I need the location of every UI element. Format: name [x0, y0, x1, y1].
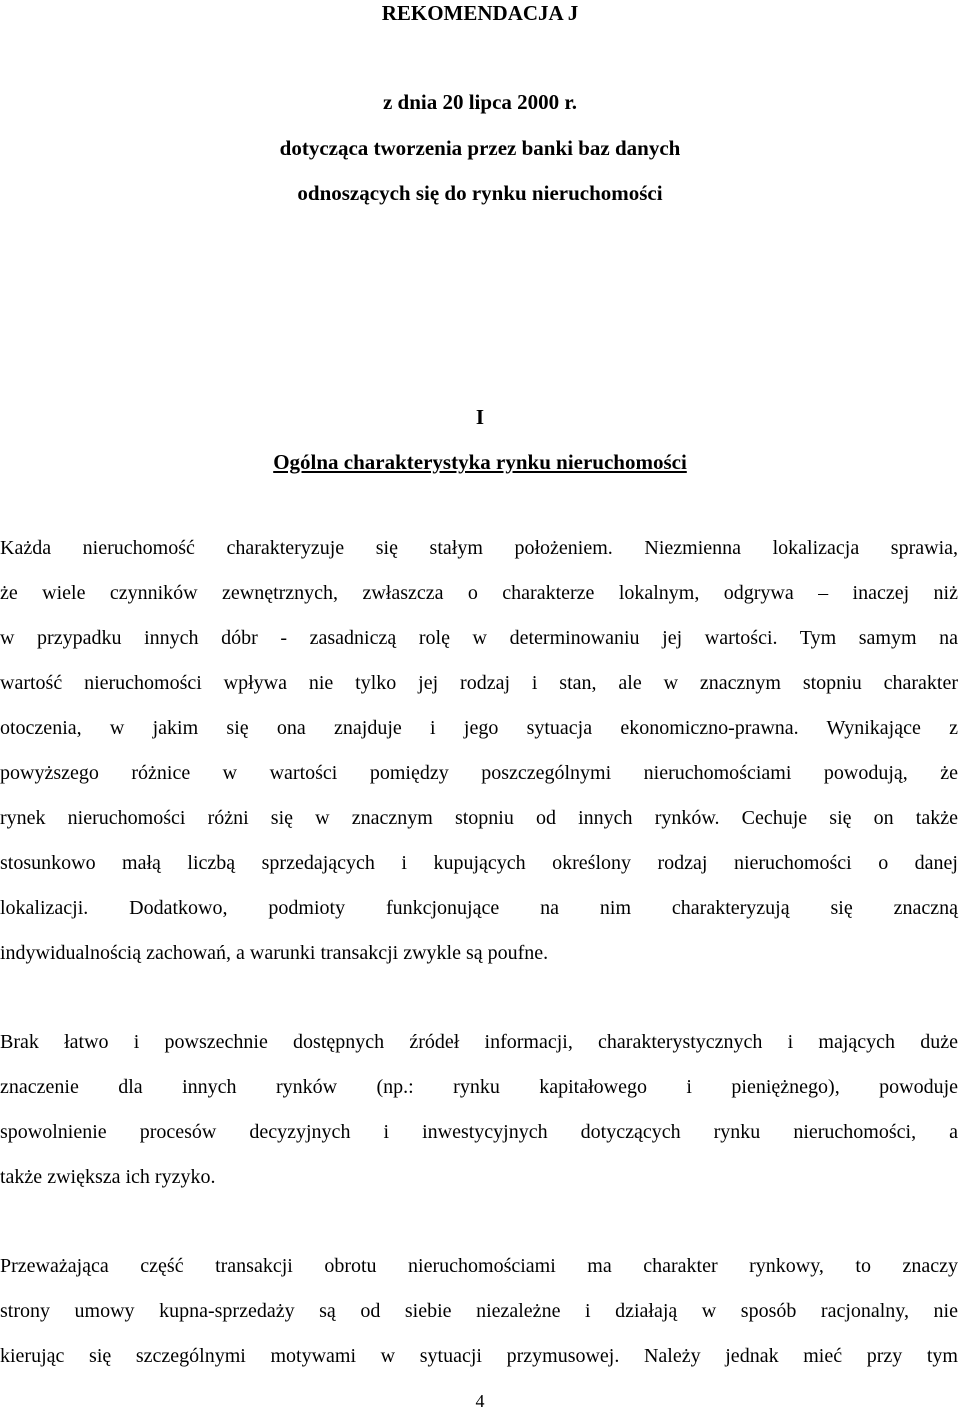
document-subject-line-1: dotycząca tworzenia przez banki baz danych [279, 136, 681, 160]
paragraph-line: lokalizacji. Dodatkowo, podmioty funkcjonujące na nim charakteryzują się znaczną [0, 897, 958, 919]
paragraph-line: wartość nieruchomości wpływa nie tylko jej rodzaj i stan, ale w znacznym stopniu charakter [0, 672, 958, 694]
paragraph-line: Brak łatwo i powszechnie dostępnych źródeł informacji, charakterystycznych i mających duże [0, 1031, 958, 1053]
paragraph-line: indywidualnością zachowań, a warunki transakcji zwykle są poufne. [0, 942, 549, 964]
paragraph-line: rynek nieruchomości różni się w znacznym stopniu od innych rynków. Cechuje się on także [0, 807, 958, 829]
paragraph-line: powyższego różnice w wartości pomiędzy poszczególnymi nieruchomościami powodują, że [0, 762, 958, 784]
paragraph-line: otoczenia, w jakim się ona znajduje i jego sytuacja ekonomiczno-prawna. Wynikające z [0, 717, 958, 739]
paragraph-line: znaczenie dla innych rynków (np.: rynku kapitałowego i pieniężnego), powoduje [0, 1076, 958, 1098]
document-subject-line-2: odnoszących się do rynku nieruchomości [297, 181, 663, 205]
section-title: Ogólna charakterystyka rynku nieruchomości [273, 450, 687, 474]
paragraph-line: w przypadku innych dóbr - zasadniczą rolę w determinowaniu jej wartości. Tym samym na [0, 627, 958, 649]
paragraph-line: Przeważająca część transakcji obrotu nieruchomościami ma charakter rynkowy, to znaczy [0, 1255, 958, 1277]
paragraph-line: że wiele czynników zewnętrznych, zwłaszcza o charakterze lokalnym, odgrywa – inaczej niż [0, 582, 958, 604]
document-title: REKOMENDACJA J [381, 1, 579, 25]
page-number: 4 [475, 1391, 485, 1411]
paragraph-3 [0, 1244, 958, 1379]
paragraph-line: strony umowy kupna-sprzedaży są od siebie niezależne i działają w sposób racjonalny, nie [0, 1300, 958, 1322]
paragraph-line: także zwiększa ich ryzyko. [0, 1166, 216, 1188]
paragraph-line: Każda nieruchomość charakteryzuje się stałym położeniem. Niezmienna lokalizacja sprawia, [0, 537, 958, 559]
paragraph-line: stosunkowo małą liczbą sprzedających i kupujących określony rodzaj nieruchomości o danej [0, 852, 958, 874]
paragraph-line: kierując się szczególnymi motywami w sytuacji przymusowej. Należy jednak mieć przy tym [0, 1345, 958, 1367]
paragraph-2 [0, 1020, 958, 1200]
paragraph-1 [0, 526, 958, 976]
paragraph-line: spowolnienie procesów decyzyjnych i inwestycyjnych dotyczących rynku nieruchomości, a [0, 1121, 958, 1143]
document-date: z dnia 20 lipca 2000 r. [382, 90, 578, 114]
section-number: I [475, 405, 485, 429]
